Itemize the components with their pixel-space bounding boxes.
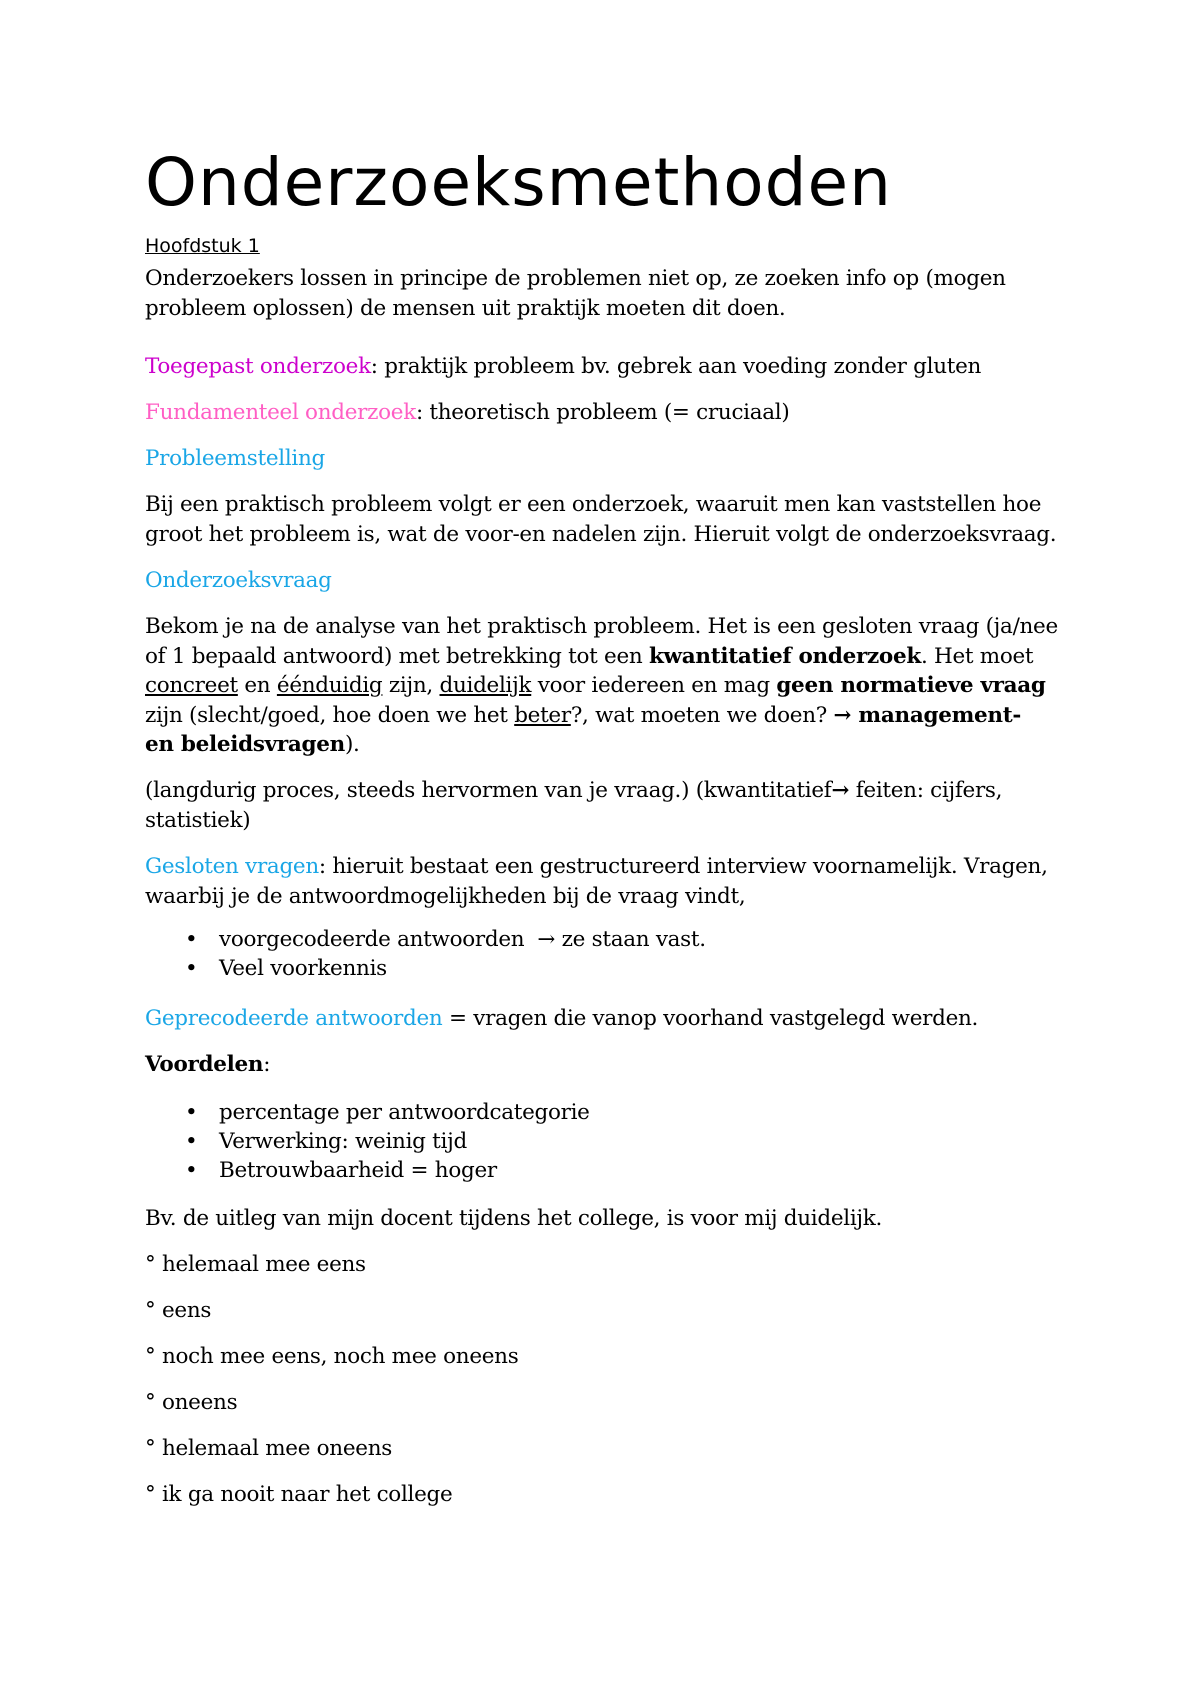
better-term: beter: [514, 702, 571, 728]
rq-line-2-end: . Het moet: [920, 643, 1034, 669]
intro-line-2: probleem oplossen) de mensen uit praktijk moeten dit doen.: [145, 295, 786, 321]
fundamental-research-text: : theoretisch probleem (= cruciaal): [415, 400, 790, 425]
rq-line-3-be: zijn,: [382, 673, 440, 698]
intro-paragraph: [145, 264, 1065, 323]
rq-line-2-text: of 1 bepaald antwoord) met betrekking tot een: [145, 643, 649, 669]
bullet-icon: •: [185, 956, 198, 981]
note-line-1-end: feiten: cijfers,: [849, 778, 1003, 803]
precoded-answers-paragraph: [145, 1004, 1065, 1034]
rq-line-5-end: ).: [344, 732, 360, 757]
problem-statement-line-1: Bij een praktisch probleem volgt er een onderzoek, waaruit men kan vaststellen hoe: [145, 492, 1042, 517]
fundamental-research-term: Fundamenteel onderzoek: [145, 400, 416, 425]
answer-option: ° noch mee eens, noch mee oneens: [145, 1344, 519, 1369]
intro-line-1: Onderzoekers lossen in principe de problemen niet op, ze zoeken info op (mogen: [145, 266, 1006, 291]
list-item-text: Verwerking: weinig tijd: [219, 1129, 467, 1154]
chapter-heading: Hoofdstuk 1: [145, 235, 260, 257]
note-line-1: [145, 778, 1002, 803]
problem-statement-line-2: groot het probleem is, wat de voor-en nadelen zijn. Hieruit volgt de onderzoeksvraag.: [145, 521, 1057, 547]
arrow-icon: →: [831, 778, 850, 803]
applied-research-paragraph: [145, 352, 1065, 382]
closed-questions-term: Gesloten vragen: [145, 854, 319, 879]
applied-research-term: Toegepast onderzoek: [145, 354, 371, 379]
precoded-answers-term: Geprecodeerde antwoorden: [145, 1006, 443, 1031]
unambiguous-term: éénduidig: [276, 673, 383, 698]
policy-questions-term: en beleidsvragen: [145, 732, 345, 757]
advantages-heading: [145, 1050, 1065, 1080]
research-question-line-2: [145, 644, 1033, 669]
management-term: management-: [851, 702, 1022, 728]
closed-questions-paragraph: [145, 852, 1065, 911]
concrete-term: concreet: [145, 673, 238, 698]
problem-statement-heading: Probleemstelling: [145, 446, 325, 471]
research-question-paragraph: [145, 612, 1065, 760]
rq-line-4-question: ?, wat moeten we doen?: [570, 702, 834, 728]
fixed-answers-text: ze staan vast.: [555, 927, 706, 952]
bullet-icon: •: [185, 1100, 198, 1125]
rq-line-3-text: voor iedereen en mag: [531, 673, 777, 698]
example-sentence: Bv. de uitleg van mijn docent tijdens het college, is voor mij duidelijk.: [145, 1206, 883, 1231]
advantages-colon: :: [263, 1052, 271, 1077]
answer-option: ° helemaal mee oneens: [145, 1436, 392, 1461]
quantitative-research-term: kwantitatief onderzoek: [648, 643, 921, 669]
research-question-line-4: [145, 703, 1021, 728]
advantages-title: Voordelen: [145, 1052, 264, 1077]
research-question-line-5: [145, 732, 360, 757]
list-item-text: [219, 925, 706, 955]
rq-line-4-text: zijn (slecht/goed, hoe doen we het: [145, 702, 515, 728]
rq-line-3-and: en: [237, 673, 277, 698]
research-question-line-3: [145, 673, 1046, 698]
answer-option: ° oneens: [145, 1390, 238, 1415]
precoded-answers-text: voorgecodeerde antwoorden: [219, 927, 525, 952]
research-question-line-1: Bekom je na de analyse van het praktisch probleem. Het is een gesloten vraag (ja/nee: [145, 614, 1058, 639]
bullet-icon: •: [185, 927, 198, 952]
closed-questions-line-1: [145, 854, 1048, 879]
closed-questions-text: : hieruit bestaat een gestructureerd interview voornamelijk. Vragen,: [318, 854, 1048, 879]
precoded-answers-definition: = vragen die vanop voorhand vastgelegd werden.: [442, 1006, 979, 1031]
arrow-icon: →: [537, 927, 556, 952]
applied-research-text: : praktijk probleem bv. gebrek aan voeding zonder gluten: [370, 354, 982, 379]
bullet-icon: •: [185, 1158, 198, 1183]
list-item-text: Betrouwbaarheid = hoger: [219, 1158, 497, 1183]
answer-option: ° helemaal mee eens: [145, 1252, 366, 1277]
research-question-heading: Onderzoeksvraag: [145, 568, 332, 593]
clear-term: duidelijk: [439, 673, 532, 698]
answer-option: ° eens: [145, 1298, 212, 1323]
no-normative-question-term: geen normatieve vraag: [776, 673, 1046, 698]
note-line-2: statistiek): [145, 807, 251, 833]
bullet-icon: •: [185, 1129, 198, 1154]
document-title: Onderzoeksmethoden: [145, 144, 892, 221]
answer-option: ° ik ga nooit naar het college: [145, 1482, 453, 1507]
arrow-icon: →: [833, 702, 852, 728]
problem-statement-paragraph: [145, 490, 1065, 549]
note-line-1-text: (langdurig proces, steeds hervormen van je vraag.) (kwantitatief: [145, 778, 832, 803]
research-question-note: [145, 776, 1065, 835]
list-item-text: Veel voorkennis: [219, 956, 387, 981]
closed-questions-line-2: waarbij je de antwoordmogelijkheden bij de vraag vindt,: [145, 883, 746, 909]
fundamental-research-paragraph: [145, 398, 1065, 428]
list-item-text: percentage per antwoordcategorie: [219, 1100, 590, 1125]
